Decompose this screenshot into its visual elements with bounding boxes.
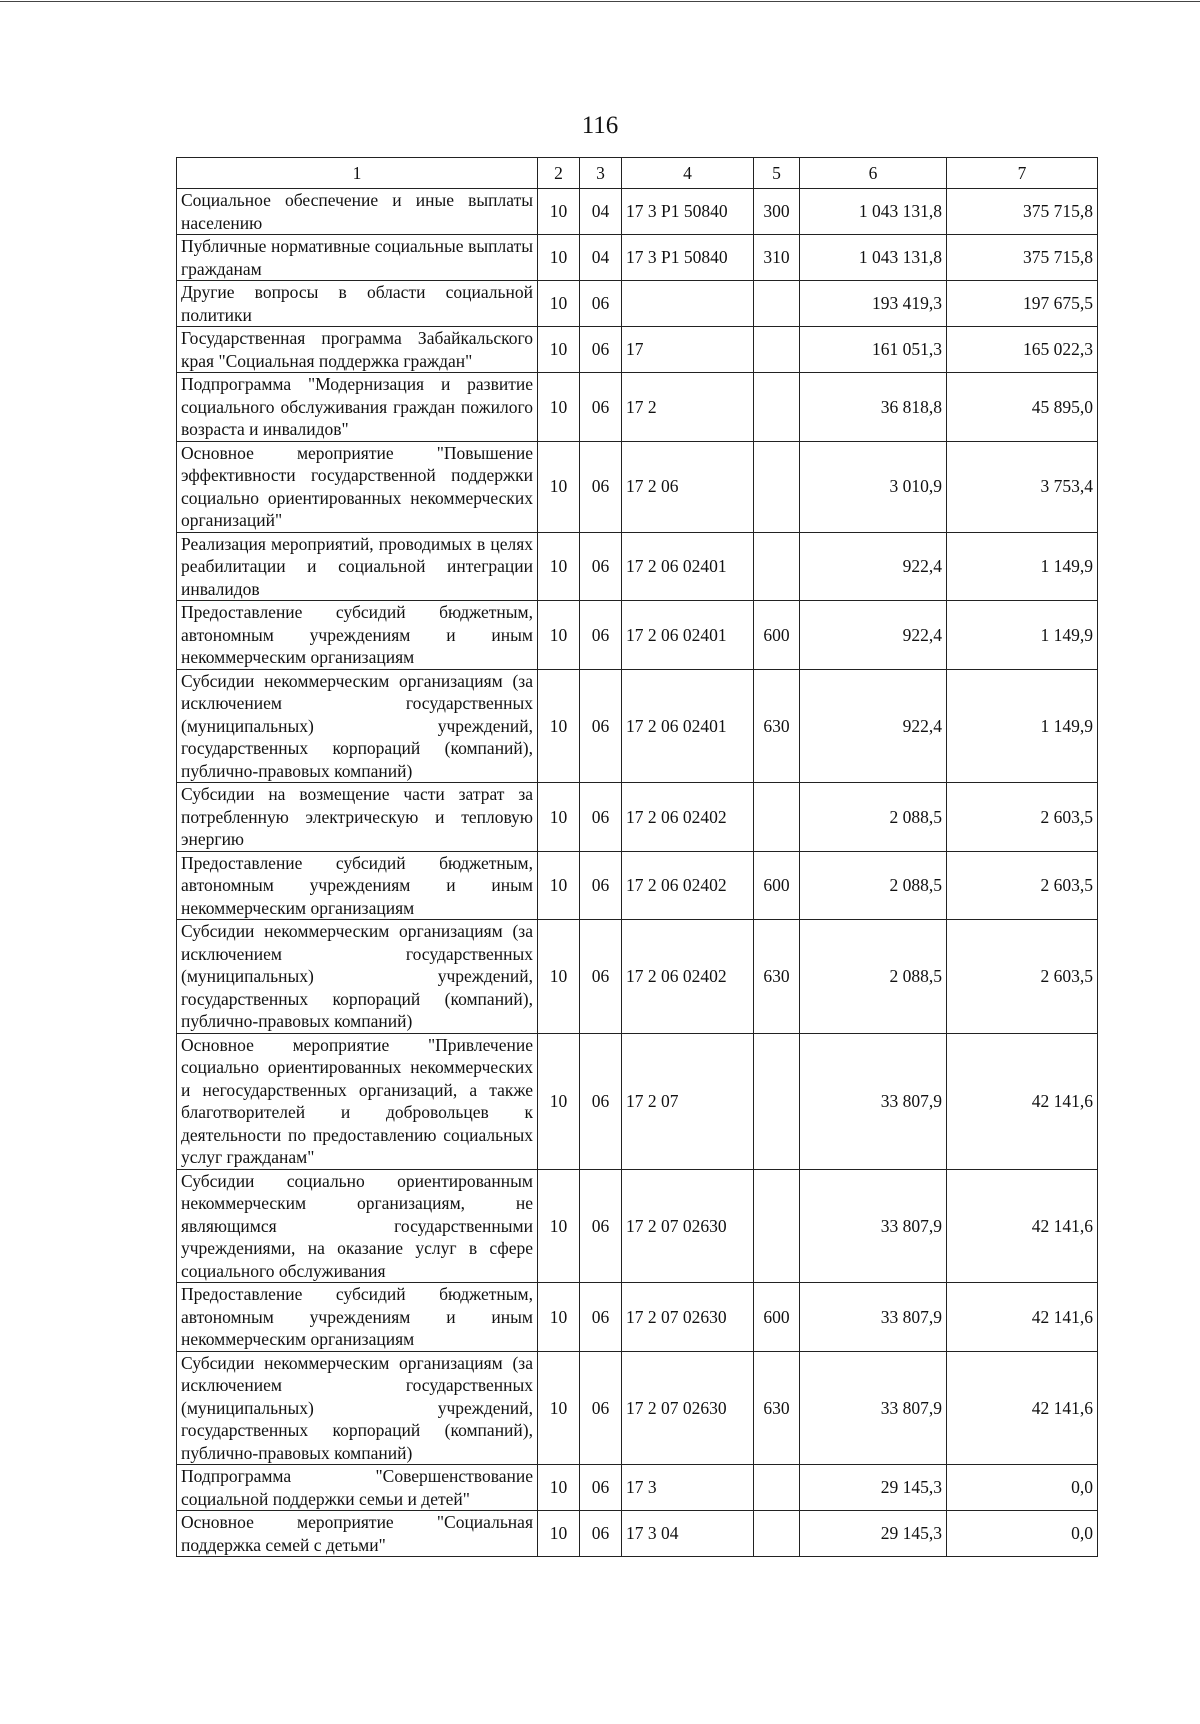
amount-year1-cell: 2 088,5 bbox=[800, 920, 947, 1034]
amount-year1-cell: 3 010,9 bbox=[800, 441, 947, 532]
amount-year1-cell: 1 043 131,8 bbox=[800, 189, 947, 235]
amount-year2-cell: 1 149,9 bbox=[947, 669, 1098, 783]
target-article-cell: 17 2 06 02401 bbox=[622, 532, 754, 601]
table-row bbox=[177, 235, 1098, 281]
amount-year1-cell: 922,4 bbox=[800, 669, 947, 783]
expense-type-cell: 310 bbox=[754, 235, 800, 281]
amount-year1-cell: 193 419,3 bbox=[800, 281, 947, 327]
expense-type-cell bbox=[754, 441, 800, 532]
row-name-cell: Субсидии некоммерческим организациям (за исключением государственных (муниципальных) учреждений, государственных корпораций (компаний), публично-правовых компаний) bbox=[177, 920, 538, 1034]
amount-year2-cell: 42 141,6 bbox=[947, 1169, 1098, 1283]
table-row bbox=[177, 1033, 1098, 1169]
subsection-code-cell: 06 bbox=[580, 783, 622, 852]
amount-year2-cell: 3 753,4 bbox=[947, 441, 1098, 532]
subsection-code-cell: 06 bbox=[580, 669, 622, 783]
amount-year1-cell: 36 818,8 bbox=[800, 373, 947, 442]
expense-type-cell bbox=[754, 327, 800, 373]
row-name-cell: Основное мероприятие "Повышение эффективности государственной поддержки социально ориентированных некоммерческих организаций" bbox=[177, 441, 538, 532]
target-article-cell: 17 2 06 02402 bbox=[622, 851, 754, 920]
amount-year2-cell: 45 895,0 bbox=[947, 373, 1098, 442]
subsection-code-cell: 06 bbox=[580, 1511, 622, 1557]
column-header: 1 bbox=[177, 158, 538, 189]
target-article-cell: 17 bbox=[622, 327, 754, 373]
section-code-cell: 10 bbox=[538, 281, 580, 327]
table-row bbox=[177, 532, 1098, 601]
section-code-cell: 10 bbox=[538, 1169, 580, 1283]
target-article-cell: 17 3 P1 50840 bbox=[622, 235, 754, 281]
amount-year1-cell: 33 807,9 bbox=[800, 1033, 947, 1169]
table-row bbox=[177, 1169, 1098, 1283]
subsection-code-cell: 06 bbox=[580, 920, 622, 1034]
target-article-cell: 17 3 P1 50840 bbox=[622, 189, 754, 235]
row-name-cell: Публичные нормативные социальные выплаты гражданам bbox=[177, 235, 538, 281]
table-row bbox=[177, 441, 1098, 532]
expense-type-cell bbox=[754, 1465, 800, 1511]
target-article-cell: 17 2 07 02630 bbox=[622, 1283, 754, 1352]
budget-table bbox=[176, 157, 1098, 1557]
expense-type-cell bbox=[754, 281, 800, 327]
header-row bbox=[177, 158, 1098, 189]
subsection-code-cell: 06 bbox=[580, 851, 622, 920]
expense-type-cell bbox=[754, 532, 800, 601]
amount-year1-cell: 29 145,3 bbox=[800, 1465, 947, 1511]
expense-type-cell bbox=[754, 1169, 800, 1283]
row-name-cell: Подпрограмма "Модернизация и развитие социального обслуживания граждан пожилого возраста и инвалидов" bbox=[177, 373, 538, 442]
expense-type-cell bbox=[754, 373, 800, 442]
subsection-code-cell: 06 bbox=[580, 1283, 622, 1352]
amount-year1-cell: 33 807,9 bbox=[800, 1351, 947, 1465]
row-name-cell: Социальное обеспечение и иные выплаты населению bbox=[177, 189, 538, 235]
amount-year2-cell: 42 141,6 bbox=[947, 1033, 1098, 1169]
row-name-cell: Предоставление субсидий бюджетным, автономным учреждениям и иным некоммерческим организациям bbox=[177, 851, 538, 920]
section-code-cell: 10 bbox=[538, 1033, 580, 1169]
amount-year1-cell: 922,4 bbox=[800, 532, 947, 601]
column-header: 4 bbox=[622, 158, 754, 189]
expense-type-cell: 630 bbox=[754, 669, 800, 783]
target-article-cell: 17 2 07 bbox=[622, 1033, 754, 1169]
amount-year2-cell: 2 603,5 bbox=[947, 920, 1098, 1034]
page-number: 116 bbox=[581, 112, 619, 139]
table-row bbox=[177, 1511, 1098, 1557]
amount-year1-cell: 29 145,3 bbox=[800, 1511, 947, 1557]
table-row bbox=[177, 373, 1098, 442]
section-code-cell: 10 bbox=[538, 441, 580, 532]
column-header: 7 bbox=[947, 158, 1098, 189]
table-row bbox=[177, 601, 1098, 670]
target-article-cell: 17 2 06 02402 bbox=[622, 783, 754, 852]
subsection-code-cell: 06 bbox=[580, 532, 622, 601]
expense-type-cell: 630 bbox=[754, 1351, 800, 1465]
table-row bbox=[177, 669, 1098, 783]
section-code-cell: 10 bbox=[538, 532, 580, 601]
table-row bbox=[177, 1283, 1098, 1352]
table-row bbox=[177, 851, 1098, 920]
expense-type-cell: 300 bbox=[754, 189, 800, 235]
section-code-cell: 10 bbox=[538, 601, 580, 670]
expense-type-cell bbox=[754, 1033, 800, 1169]
target-article-cell bbox=[622, 281, 754, 327]
expense-type-cell: 600 bbox=[754, 851, 800, 920]
table-row bbox=[177, 1351, 1098, 1465]
section-code-cell: 10 bbox=[538, 1283, 580, 1352]
expense-type-cell: 600 bbox=[754, 601, 800, 670]
target-article-cell: 17 3 04 bbox=[622, 1511, 754, 1557]
row-name-cell: Другие вопросы в области социальной политики bbox=[177, 281, 538, 327]
subsection-code-cell: 06 bbox=[580, 441, 622, 532]
subsection-code-cell: 06 bbox=[580, 1033, 622, 1169]
amount-year2-cell: 0,0 bbox=[947, 1465, 1098, 1511]
target-article-cell: 17 2 06 02401 bbox=[622, 669, 754, 783]
target-article-cell: 17 2 07 02630 bbox=[622, 1169, 754, 1283]
table-row bbox=[177, 783, 1098, 852]
section-code-cell: 10 bbox=[538, 327, 580, 373]
amount-year2-cell: 1 149,9 bbox=[947, 532, 1098, 601]
section-code-cell: 10 bbox=[538, 189, 580, 235]
column-header: 3 bbox=[580, 158, 622, 189]
subsection-code-cell: 06 bbox=[580, 281, 622, 327]
target-article-cell: 17 2 bbox=[622, 373, 754, 442]
section-code-cell: 10 bbox=[538, 851, 580, 920]
expense-type-cell: 630 bbox=[754, 920, 800, 1034]
table-row bbox=[177, 281, 1098, 327]
section-code-cell: 10 bbox=[538, 1465, 580, 1511]
top-rule bbox=[0, 1, 1200, 2]
section-code-cell: 10 bbox=[538, 783, 580, 852]
row-name-cell: Подпрограмма "Совершенствование социальной поддержки семьи и детей" bbox=[177, 1465, 538, 1511]
section-code-cell: 10 bbox=[538, 669, 580, 783]
column-header: 5 bbox=[754, 158, 800, 189]
section-code-cell: 10 bbox=[538, 373, 580, 442]
row-name-cell: Основное мероприятие "Привлечение социально ориентированных некоммерческих и негосударственных организаций, а также благотворителей и добровольцев к деятельности по предоставлению социальных услуг гражданам" bbox=[177, 1033, 538, 1169]
amount-year2-cell: 375 715,8 bbox=[947, 189, 1098, 235]
subsection-code-cell: 04 bbox=[580, 189, 622, 235]
amount-year2-cell: 375 715,8 bbox=[947, 235, 1098, 281]
target-article-cell: 17 2 06 bbox=[622, 441, 754, 532]
table-row bbox=[177, 1465, 1098, 1511]
subsection-code-cell: 06 bbox=[580, 1351, 622, 1465]
table-row bbox=[177, 327, 1098, 373]
amount-year1-cell: 161 051,3 bbox=[800, 327, 947, 373]
subsection-code-cell: 06 bbox=[580, 373, 622, 442]
row-name-cell: Предоставление субсидий бюджетным, автономным учреждениям и иным некоммерческим организациям bbox=[177, 601, 538, 670]
amount-year2-cell: 165 022,3 bbox=[947, 327, 1098, 373]
amount-year1-cell: 1 043 131,8 bbox=[800, 235, 947, 281]
column-header: 6 bbox=[800, 158, 947, 189]
target-article-cell: 17 2 07 02630 bbox=[622, 1351, 754, 1465]
subsection-code-cell: 06 bbox=[580, 1169, 622, 1283]
section-code-cell: 10 bbox=[538, 1351, 580, 1465]
expense-type-cell bbox=[754, 783, 800, 852]
amount-year1-cell: 33 807,9 bbox=[800, 1169, 947, 1283]
row-name-cell: Субсидии социально ориентированным некоммерческим организациям, не являющимся государственными учреждениями, на оказание услуг в сфере социального обслуживания bbox=[177, 1169, 538, 1283]
amount-year2-cell: 42 141,6 bbox=[947, 1283, 1098, 1352]
column-header: 2 bbox=[538, 158, 580, 189]
section-code-cell: 10 bbox=[538, 920, 580, 1034]
row-name-cell: Субсидии некоммерческим организациям (за исключением государственных (муниципальных) учреждений, государственных корпораций (компаний), публично-правовых компаний) bbox=[177, 669, 538, 783]
amount-year2-cell: 1 149,9 bbox=[947, 601, 1098, 670]
subsection-code-cell: 04 bbox=[580, 235, 622, 281]
row-name-cell: Предоставление субсидий бюджетным, автономным учреждениям и иным некоммерческим организациям bbox=[177, 1283, 538, 1352]
amount-year2-cell: 2 603,5 bbox=[947, 851, 1098, 920]
amount-year1-cell: 33 807,9 bbox=[800, 1283, 947, 1352]
expense-type-cell: 600 bbox=[754, 1283, 800, 1352]
row-name-cell: Основное мероприятие "Социальная поддержка семей с детьми" bbox=[177, 1511, 538, 1557]
amount-year1-cell: 2 088,5 bbox=[800, 851, 947, 920]
subsection-code-cell: 06 bbox=[580, 1465, 622, 1511]
amount-year2-cell: 42 141,6 bbox=[947, 1351, 1098, 1465]
amount-year2-cell: 197 675,5 bbox=[947, 281, 1098, 327]
section-code-cell: 10 bbox=[538, 1511, 580, 1557]
target-article-cell: 17 2 06 02401 bbox=[622, 601, 754, 670]
amount-year1-cell: 922,4 bbox=[800, 601, 947, 670]
target-article-cell: 17 3 bbox=[622, 1465, 754, 1511]
section-code-cell: 10 bbox=[538, 235, 580, 281]
amount-year1-cell: 2 088,5 bbox=[800, 783, 947, 852]
target-article-cell: 17 2 06 02402 bbox=[622, 920, 754, 1034]
subsection-code-cell: 06 bbox=[580, 601, 622, 670]
table-row bbox=[177, 189, 1098, 235]
amount-year2-cell: 0,0 bbox=[947, 1511, 1098, 1557]
expense-type-cell bbox=[754, 1511, 800, 1557]
table-body bbox=[177, 189, 1098, 1557]
row-name-cell: Реализация мероприятий, проводимых в целях реабилитации и социальной интеграции инвалидов bbox=[177, 532, 538, 601]
subsection-code-cell: 06 bbox=[580, 327, 622, 373]
row-name-cell: Государственная программа Забайкальского края "Социальная поддержка граждан" bbox=[177, 327, 538, 373]
table-row bbox=[177, 920, 1098, 1034]
amount-year2-cell: 2 603,5 bbox=[947, 783, 1098, 852]
row-name-cell: Субсидии некоммерческим организациям (за исключением государственных (муниципальных) учреждений, государственных корпораций (компаний), публично-правовых компаний) bbox=[177, 1351, 538, 1465]
row-name-cell: Субсидии на возмещение части затрат за потребленную электрическую и тепловую энергию bbox=[177, 783, 538, 852]
